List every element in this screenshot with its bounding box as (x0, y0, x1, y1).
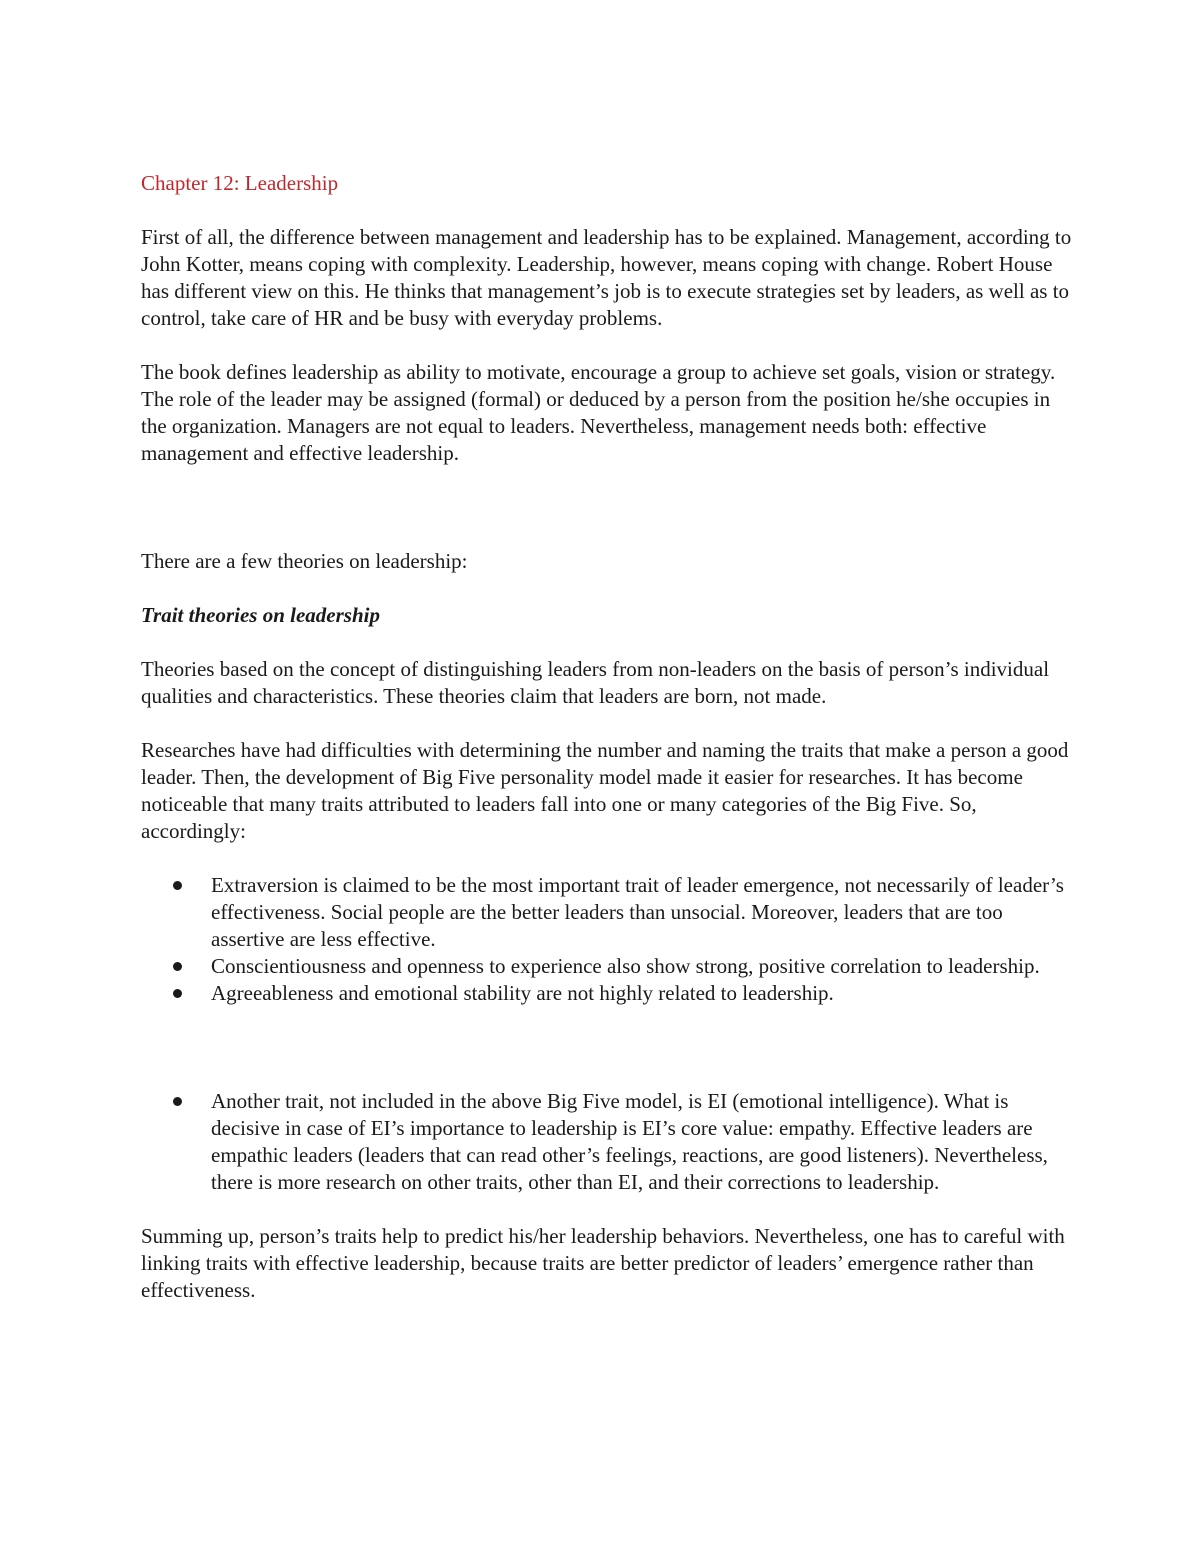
big-five-paragraph: Researches have had difficulties with determining the number and naming the traits that make a person a good leader. Then, the development of Big Five personality model made it easier for researches. It has become noticeable that many traits attributed to leaders fall into one or many categories of the Big Five. So, accordingly: (141, 738, 1069, 843)
list-item (211, 980, 1076, 1007)
list-item-text: Extraversion is claimed to be the most important trait of leader emergence, not necessarily of leader’s effectiveness. Social people are the better leaders than unsocial. Moreover, leaders that are too assertive are less effective. (211, 873, 1064, 951)
list-item (211, 1088, 1076, 1196)
bullet-dot-icon (173, 962, 182, 971)
bullet-dot-icon (173, 881, 182, 890)
trait-theory-paragraph: Theories based on the concept of distinguishing leaders from non-leaders on the basis of person’s individual qualities and characteristics. These theories claim that leaders are born, not made. (141, 657, 1050, 708)
big-five-list (141, 872, 1076, 1007)
summary-paragraph: Summing up, person’s traits help to predict his/her leadership behaviors. Nevertheless, one has to careful with linking traits with effective leadership, because traits are better predictor of leaders’ emergence rather than effectiveness. (141, 1224, 1065, 1302)
list-item (211, 872, 1076, 953)
bullet-dot-icon (173, 989, 182, 998)
blank-space (141, 1007, 1076, 1088)
document-page (141, 166, 1076, 1331)
section-heading: Trait theories on leadership (141, 603, 380, 627)
list-item (211, 953, 1076, 980)
blank-space (141, 494, 1076, 548)
bullet-dot-icon (173, 1097, 182, 1106)
theories-intro-paragraph: There are a few theories on leadership: (141, 549, 468, 573)
intro-paragraph: First of all, the difference between management and leadership has to be explained. Management, according to John Kotter, means coping with complexity. Leadership, however, means coping with change. Robert House has different view on this. He thinks that management’s job is to execute strategies set by leaders, as well as to control, take care of HR and be busy with everyday problems. (141, 225, 1072, 330)
list-item-text: Agreeableness and emotional stability are not highly related to leadership. (211, 981, 834, 1005)
chapter-title: Chapter 12: Leadership (141, 171, 339, 195)
ei-list (141, 1088, 1076, 1196)
definition-paragraph: The book defines leadership as ability to motivate, encourage a group to achieve set goals, vision or strategy. The role of the leader may be assigned (formal) or deduced by a person from the position he/she occupies in the organization. Managers are not equal to leaders. Nevertheless, management needs both: effective management and effective leadership. (141, 360, 1056, 465)
list-item-text: Conscientiousness and openness to experience also show strong, positive correlation to leadership. (211, 954, 1040, 978)
list-item-text: Another trait, not included in the above Big Five model, is EI (emotional intelligence). What is decisive in case of EI’s importance to leadership is EI’s core value: empathy. Effective leaders are empathic leaders (leaders that can read other’s feelings, reactions, are good listeners). Nevertheless, there is more research on other traits, other than EI, and their corrections to leadership. (211, 1089, 1048, 1194)
